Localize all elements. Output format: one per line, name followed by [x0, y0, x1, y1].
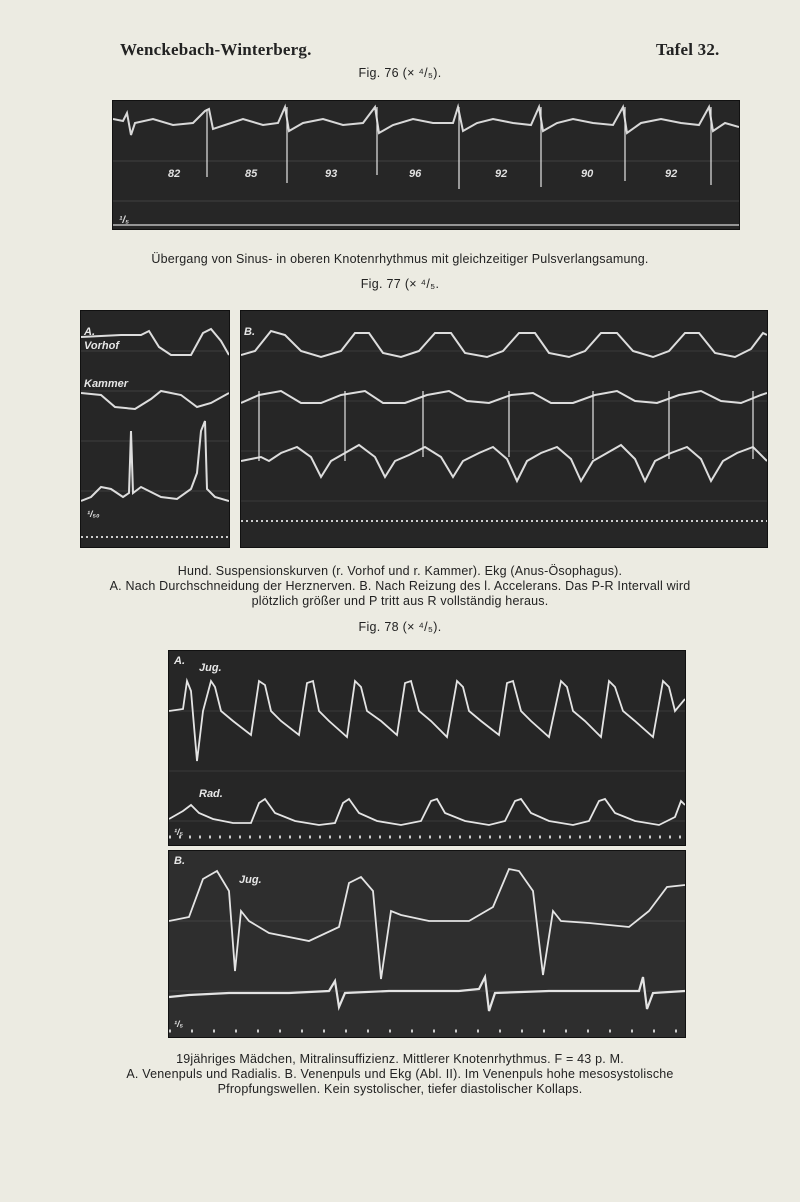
- fig78a-rad-label: Rad.: [199, 788, 223, 800]
- fig77-label: Fig. 77 (× ⁴/₅.: [360, 277, 440, 291]
- fig78-panel-b: [168, 850, 686, 1038]
- fig76-number-4: 96: [409, 168, 422, 180]
- fig78-label: Fig. 78 (× ⁴/₅).: [358, 620, 442, 634]
- fig78b-letter: B.: [174, 855, 185, 867]
- fig78-caption-line-2: A. Venenpuls und Radialis. B. Venenpuls und Ekg (Abl. II). Im Venenpuls hohe mesosystolische: [126, 1067, 674, 1081]
- fig78a-letter: A.: [174, 655, 185, 667]
- fig76-number-5: 92: [495, 168, 508, 180]
- fig78-panel-a: [168, 650, 686, 846]
- fig77a-vorhof-label: Vorhof: [84, 340, 120, 352]
- fig78b-timescale: ¹/₅: [174, 1019, 184, 1029]
- fig78a-jug-label: Jug.: [199, 662, 222, 674]
- fig77-caption-line-3: plötzlich größer und P tritt aus R vollständig heraus.: [251, 594, 549, 608]
- fig78-caption-line-1: 19jähriges Mädchen, Mitralinsuffizienz. Mittlerer Knotenrhythmus. F = 43 p. M.: [176, 1052, 624, 1066]
- fig78b-jug-label: Jug.: [239, 874, 262, 886]
- fig76-caption: Übergang von Sinus- in oberen Knotenrhythmus mit gleichzeitiger Pulsverlangsamung.: [151, 252, 649, 266]
- fig77-caption-line-2: A. Nach Durchschneidung der Herznerven. B. Nach Reizung des l. Accelerans. Das P-R Intervall wird: [109, 579, 691, 593]
- fig78-caption: [0, 1052, 800, 1097]
- plate-number: Tafel 32.: [656, 40, 720, 59]
- fig76-number-2: 85: [245, 168, 258, 180]
- fig78a-timescale: ¹/₅: [174, 827, 184, 837]
- fig77a-kammer-label: Kammer: [84, 378, 129, 390]
- fig77b-letter: B.: [244, 326, 255, 338]
- fig76-number-7: 92: [665, 168, 678, 180]
- fig76-number-3: 93: [325, 168, 338, 180]
- fig76-label: Fig. 76 (× ⁴/₅).: [358, 66, 442, 80]
- running-header-authors: Wenckebach-Winterberg.: [120, 40, 312, 59]
- fig76-timescale: ¹/₅: [119, 215, 130, 226]
- fig78-caption-line-3: Pfropfungswellen. Kein systolischer, tiefer diastolischer Kollaps.: [217, 1082, 583, 1096]
- fig77-caption-line-1: Hund. Suspensionskurven (r. Vorhof und r. Kammer). Ekg (Anus-Ösophagus).: [177, 564, 623, 578]
- fig77-panel-a: [80, 310, 230, 548]
- fig77a-timescale: ¹/₅₀: [87, 509, 100, 519]
- fig76-number-6: 90: [581, 168, 594, 180]
- fig76-number-1: 82: [168, 168, 181, 180]
- fig77-caption: [0, 564, 800, 609]
- fig77-panel-b: [240, 310, 768, 548]
- fig77a-letter: A.: [84, 326, 95, 338]
- fig76-ecg-strip: [112, 100, 740, 230]
